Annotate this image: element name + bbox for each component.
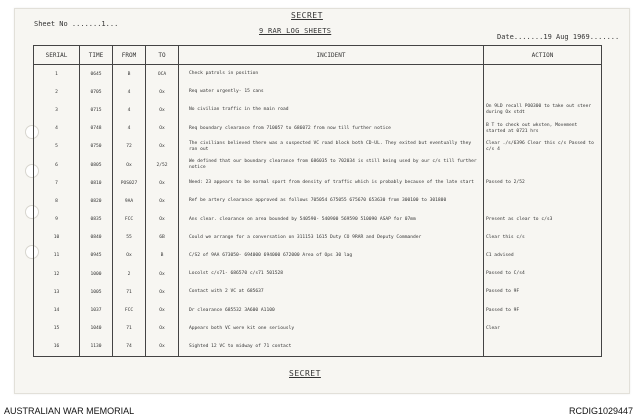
cell-from: 9AA xyxy=(113,192,146,210)
cell-to: Ox xyxy=(146,120,179,138)
table-row xyxy=(34,301,602,319)
cell-serial: 11 xyxy=(34,247,80,265)
table-row xyxy=(34,283,602,301)
cell-incident: Ref be artery clearance approved as follows 705054 675055 675670 653630 from 300100 to 301800 xyxy=(179,192,484,210)
cell-from: 72 xyxy=(113,138,146,156)
cell-to: Ox xyxy=(146,138,179,156)
cell-to: Ox xyxy=(146,265,179,283)
cell-to: Ox xyxy=(146,320,179,338)
cell-from: 74 xyxy=(113,338,146,357)
cell-incident: Need: 23 appears to be normal sport from density of traffic which is probably because of the late start xyxy=(179,174,484,192)
cell-action: Passed to 9F xyxy=(484,283,602,301)
log-date: Date.......19 Aug 1969....... xyxy=(497,33,620,41)
cell-incident: No civilian traffic in the main road xyxy=(179,101,484,119)
cell-serial: 5 xyxy=(34,138,80,156)
cell-serial: 6 xyxy=(34,156,80,174)
cell-time: 1037 xyxy=(80,301,113,319)
cell-serial: 1 xyxy=(34,65,80,84)
table-row xyxy=(34,229,602,247)
cell-incident: Contact with 2 VC at 685637 xyxy=(179,283,484,301)
cell-from: 71 xyxy=(113,283,146,301)
table-row xyxy=(34,65,602,84)
cell-action xyxy=(484,83,602,101)
cell-serial: 8 xyxy=(34,192,80,210)
cell-action: Passed to 9F xyxy=(484,301,602,319)
cell-time: 1000 xyxy=(80,265,113,283)
cell-incident: We defined that our boundary clearance from 686035 to 702034 is still being used by our c/s till further notice xyxy=(179,156,484,174)
cell-action: Clear this c/s xyxy=(484,229,602,247)
cell-to: Ox xyxy=(146,101,179,119)
table-header-row xyxy=(34,46,602,65)
cell-to: 6B xyxy=(146,229,179,247)
cell-to: B xyxy=(146,247,179,265)
table-row xyxy=(34,156,602,174)
cell-serial: 4 xyxy=(34,120,80,138)
cell-serial: 15 xyxy=(34,320,80,338)
cell-incident: Sighted 12 VC to midway of 71 contact xyxy=(179,338,484,357)
table-row xyxy=(34,138,602,156)
cell-to: Ox xyxy=(146,301,179,319)
cell-to: Ox xyxy=(146,338,179,357)
column-header: ACTION xyxy=(484,46,602,65)
column-header: FROM xyxy=(113,46,146,65)
cell-to: Ox xyxy=(146,192,179,210)
cell-to: OCA xyxy=(146,65,179,84)
cell-action xyxy=(484,156,602,174)
column-header: TO xyxy=(146,46,179,65)
cell-incident: Check patrols in position xyxy=(179,65,484,84)
cell-time: 0805 xyxy=(80,156,113,174)
cell-incident: C/S2 of 9AA 673050- 694000 694000 672000 Area of Ops 30 lag xyxy=(179,247,484,265)
cell-incident: Locolst c/s71- 686570 c/s71 501528 xyxy=(179,265,484,283)
cell-serial: 14 xyxy=(34,301,80,319)
cell-time: 0705 xyxy=(80,83,113,101)
cell-serial: 7 xyxy=(34,174,80,192)
column-header: INCIDENT xyxy=(179,46,484,65)
cell-from: FCC xyxy=(113,301,146,319)
cell-time: 1005 xyxy=(80,283,113,301)
cell-time: 0645 xyxy=(80,65,113,84)
cell-from: 4 xyxy=(113,101,146,119)
cell-from: 4 xyxy=(113,83,146,101)
cell-time: 0748 xyxy=(80,120,113,138)
cell-from: 2 xyxy=(113,265,146,283)
cell-action xyxy=(484,338,602,357)
table-row xyxy=(34,120,602,138)
table-row xyxy=(34,174,602,192)
cell-serial: 16 xyxy=(34,338,80,357)
table-row xyxy=(34,101,602,119)
cell-time: 0810 xyxy=(80,174,113,192)
archive-footer xyxy=(0,403,639,419)
cell-action: B T to check out wksten, Movement started at 0721 hrs xyxy=(484,120,602,138)
classification-top: SECRET xyxy=(291,11,323,20)
cell-action xyxy=(484,192,602,210)
cell-to: 2/52 xyxy=(146,156,179,174)
table-row xyxy=(34,247,602,265)
cell-serial: 10 xyxy=(34,229,80,247)
cell-from: 4 xyxy=(113,120,146,138)
cell-time: 0715 xyxy=(80,101,113,119)
cell-from: Ox xyxy=(113,156,146,174)
cell-to: Ox xyxy=(146,283,179,301)
column-header: TIME xyxy=(80,46,113,65)
cell-incident: Ans clear. clearance on area bounded by 540590- 540900 569590 510090 ASAP for 07mm xyxy=(179,211,484,229)
table-row xyxy=(34,320,602,338)
cell-time: 1040 xyxy=(80,320,113,338)
cell-time: 0945 xyxy=(80,247,113,265)
cell-action: C1 advised xyxy=(484,247,602,265)
table-row xyxy=(34,211,602,229)
cell-serial: 9 xyxy=(34,211,80,229)
sheet-number: Sheet No .......1... xyxy=(34,20,119,28)
cell-action: Present as clear to c/s3 xyxy=(484,211,602,229)
cell-from: FCC xyxy=(113,211,146,229)
cell-serial: 13 xyxy=(34,283,80,301)
cell-from: 71 xyxy=(113,320,146,338)
cell-incident: Dr clearance 685532 3A600 A1100 xyxy=(179,301,484,319)
cell-serial: 3 xyxy=(34,101,80,119)
cell-time: 0835 xyxy=(80,211,113,229)
cell-action: On 9LD recall PO0300 to take out steer during Ox stdt xyxy=(484,101,602,119)
cell-incident: Req boundary clearance from 710057 to 686072 from now till further notice xyxy=(179,120,484,138)
cell-from: 55 xyxy=(113,229,146,247)
cell-serial: 2 xyxy=(34,83,80,101)
table-row xyxy=(34,265,602,283)
cell-from: B xyxy=(113,65,146,84)
cell-action: Passed to C/s4 xyxy=(484,265,602,283)
cell-incident: Appears both VC were kit one seriously xyxy=(179,320,484,338)
table-row xyxy=(34,192,602,210)
cell-action: Passed to 2/52 xyxy=(484,174,602,192)
cell-time: 0820 xyxy=(80,192,113,210)
cell-time: 0750 xyxy=(80,138,113,156)
archive-name: AUSTRALIAN WAR MEMORIAL xyxy=(4,406,135,416)
cell-from: POS027 xyxy=(113,174,146,192)
cell-serial: 12 xyxy=(34,265,80,283)
cell-to: Ox xyxy=(146,83,179,101)
cell-action: Clear ./s/6396 Clear this c/s Passed to c/s 4 xyxy=(484,138,602,156)
cell-action: Clear xyxy=(484,320,602,338)
log-table xyxy=(33,45,602,357)
cell-incident: The civilians believed there was a suspected VC road block both CD-UL. They exited but eventually they ran out xyxy=(179,138,484,156)
page-title: 9 RAR LOG SHEETS xyxy=(259,27,332,35)
cell-incident: Req water urgently- 15 cans xyxy=(179,83,484,101)
cell-time: 0840 xyxy=(80,229,113,247)
cell-action xyxy=(484,65,602,84)
cell-time: 1130 xyxy=(80,338,113,357)
cell-from: Ox xyxy=(113,247,146,265)
log-table-body xyxy=(34,65,602,357)
cell-to: Ox xyxy=(146,174,179,192)
table-row xyxy=(34,83,602,101)
cell-to: Ox xyxy=(146,211,179,229)
cell-incident: Could we arrange for a conversation on 311153 1615 Duty CO 9RAR and Deputy Commander xyxy=(179,229,484,247)
column-header: SERIAL xyxy=(34,46,80,65)
classification-bottom: SECRET xyxy=(289,369,321,378)
table-row xyxy=(34,338,602,357)
archive-record-id: RCDIG1029447 xyxy=(568,406,633,416)
